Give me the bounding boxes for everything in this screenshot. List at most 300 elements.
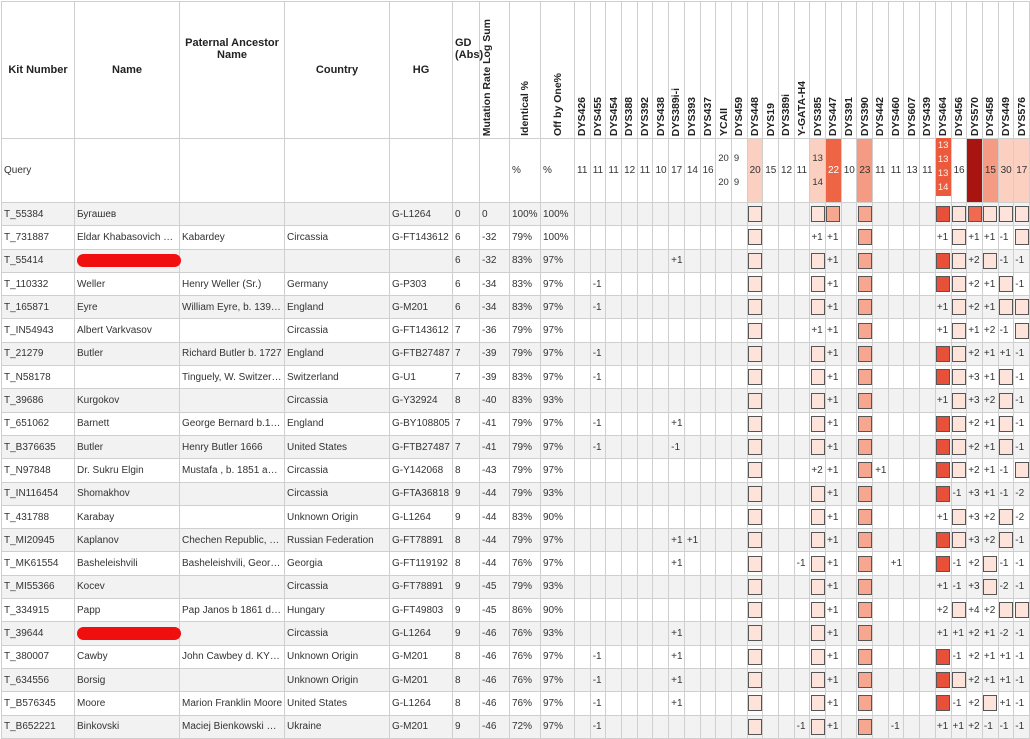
country-cell: United States xyxy=(285,435,390,458)
gd-cell: 6 xyxy=(453,249,480,272)
mutation-cell: -45 xyxy=(480,575,510,598)
header-marker-y-gata-h4[interactable]: Y-GATA-H4 xyxy=(794,2,810,139)
marker-cell-dys607 xyxy=(904,366,920,389)
header-paternal-ancestor[interactable]: Paternal Ancestor Name xyxy=(180,2,285,139)
marker-cell-dys449: +1 xyxy=(998,692,1014,715)
marker-cell-dys458: +1 xyxy=(982,412,998,435)
marker-cell-dys607 xyxy=(904,272,920,295)
header-marker-dys392[interactable]: DYS392 xyxy=(637,2,653,139)
marker-cell-dys393 xyxy=(684,482,700,505)
name-cell: Papp xyxy=(75,599,180,622)
header-marker-dys459[interactable]: DYS459 xyxy=(731,2,747,139)
hg-cell: G-FTB27487 xyxy=(390,435,453,458)
header-marker-dys570[interactable]: DYS570 xyxy=(967,2,983,139)
identical-cell: 76% xyxy=(510,692,541,715)
header-kit-number[interactable]: Kit Number xyxy=(2,2,75,139)
header-name[interactable]: Name xyxy=(75,2,180,139)
table-row[interactable] xyxy=(2,272,1030,295)
marker-cell-dys442 xyxy=(873,296,889,319)
gd-cell: 7 xyxy=(453,435,480,458)
marker-cell-dys454 xyxy=(606,249,622,272)
header-marker-dys454[interactable]: DYS454 xyxy=(606,2,622,139)
marker-cell-dys449: -1 xyxy=(998,715,1014,738)
header-marker-dys448[interactable]: DYS448 xyxy=(747,2,763,139)
marker-cell-dys388 xyxy=(622,715,638,738)
header-marker-ycaii[interactable]: YCAII xyxy=(716,2,732,139)
marker-cell-dys459 xyxy=(731,575,747,598)
marker-cell-dys426 xyxy=(575,529,591,552)
marker-cell-dys448 xyxy=(747,342,763,365)
marker-cell-dys459 xyxy=(731,645,747,668)
identical-cell: 79% xyxy=(510,529,541,552)
marker-cell-dys607 xyxy=(904,435,920,458)
header-marker-dys607[interactable]: DYS607 xyxy=(904,2,920,139)
name-cell: Kurgokov xyxy=(75,389,180,412)
marker-cell-dys389i-i xyxy=(669,272,685,295)
hg-cell: G-FT78891 xyxy=(390,529,453,552)
hg-cell: G-M201 xyxy=(390,715,453,738)
marker-cell-dys454 xyxy=(606,366,622,389)
marker-cell-dys447: +1 xyxy=(826,645,842,668)
marker-cell-dys454 xyxy=(606,622,622,645)
kit-cell: T_21279 xyxy=(2,342,75,365)
marker-cell-dys460 xyxy=(888,622,904,645)
query-value-dys442: 11 xyxy=(873,139,889,203)
marker-cell-dys390 xyxy=(857,575,873,598)
table-row[interactable] xyxy=(2,203,1030,226)
country-cell: England xyxy=(285,412,390,435)
marker-cell-ycaii xyxy=(716,412,732,435)
table-row[interactable] xyxy=(2,319,1030,342)
marker-cell-dys464: +1 xyxy=(935,226,951,249)
query-row xyxy=(2,139,1030,203)
identical-cell: 76% xyxy=(510,622,541,645)
marker-cell-dys438 xyxy=(653,645,669,668)
marker-cell-dys439 xyxy=(920,226,936,249)
country-cell: Circassia xyxy=(285,319,390,342)
table-row[interactable] xyxy=(2,412,1030,435)
country-cell: England xyxy=(285,296,390,319)
mutation-cell: -46 xyxy=(480,715,510,738)
marker-cell-dys458: +1 xyxy=(982,645,998,668)
marker-cell-dys391 xyxy=(841,622,857,645)
marker-cell-dys449 xyxy=(998,272,1014,295)
marker-cell-dys448 xyxy=(747,575,763,598)
country-cell: Unknown Origin xyxy=(285,668,390,691)
marker-cell-y-gata-h4: -1 xyxy=(794,552,810,575)
ancestor-cell xyxy=(180,249,285,272)
marker-cell-dys19 xyxy=(763,599,779,622)
offbyone-cell: 93% xyxy=(541,389,575,412)
identical-cell: 79% xyxy=(510,226,541,249)
header-marker-dys456[interactable]: DYS456 xyxy=(951,2,967,139)
marker-cell-dys389i xyxy=(778,668,794,691)
gd-cell: 6 xyxy=(453,296,480,319)
mutation-cell: -41 xyxy=(480,435,510,458)
marker-cell-ycaii xyxy=(716,203,732,226)
marker-shade-box xyxy=(858,346,872,362)
identical-cell: 79% xyxy=(510,459,541,482)
country-cell: Circassia xyxy=(285,482,390,505)
marker-cell-dys389i xyxy=(778,692,794,715)
table-row[interactable] xyxy=(2,552,1030,575)
header-hg[interactable]: HG xyxy=(390,2,453,139)
header-off-by-one[interactable]: Off by One% xyxy=(541,2,575,139)
marker-shade-box xyxy=(936,346,950,362)
identical-cell: 76% xyxy=(510,645,541,668)
marker-cell-dys447: +1 xyxy=(826,249,842,272)
identical-cell: 79% xyxy=(510,435,541,458)
query-value-dys389i-i: 17 xyxy=(669,139,685,203)
marker-cell-dys458: +1 xyxy=(982,459,998,482)
marker-cell-dys460 xyxy=(888,226,904,249)
marker-cell-dys458: +2 xyxy=(982,319,998,342)
header-mutation-rate[interactable]: Mutation Rate Log Sum xyxy=(480,2,510,139)
marker-cell-dys392 xyxy=(637,482,653,505)
marker-cell-dys570: +2 xyxy=(967,249,983,272)
marker-cell-dys448 xyxy=(747,249,763,272)
marker-cell-dys460 xyxy=(888,412,904,435)
header-marker-dys439[interactable]: DYS439 xyxy=(920,2,936,139)
marker-cell-dys19 xyxy=(763,319,779,342)
marker-cell-dys454 xyxy=(606,575,622,598)
query-value-dys385: 13 14 xyxy=(810,139,826,203)
kit-cell: T_39644 xyxy=(2,622,75,645)
gd-cell: 8 xyxy=(453,645,480,668)
header-marker-dys455[interactable]: DYS455 xyxy=(590,2,606,139)
marker-cell-dys607 xyxy=(904,552,920,575)
mutation-cell: -40 xyxy=(480,389,510,412)
marker-cell-ycaii xyxy=(716,249,732,272)
table-row[interactable] xyxy=(2,622,1030,645)
marker-cell-dys460: -1 xyxy=(888,715,904,738)
marker-cell-dys459 xyxy=(731,668,747,691)
marker-cell-dys460 xyxy=(888,575,904,598)
marker-cell-dys449 xyxy=(998,435,1014,458)
marker-shade-box xyxy=(936,556,950,572)
marker-shade-box xyxy=(952,369,966,385)
marker-cell-dys448 xyxy=(747,505,763,528)
marker-cell-dys576: -1 xyxy=(1014,575,1030,598)
table-row[interactable] xyxy=(2,645,1030,668)
offbyone-cell: 97% xyxy=(541,272,575,295)
table-row[interactable] xyxy=(2,389,1030,412)
marker-cell-dys437 xyxy=(700,226,716,249)
marker-cell-dys388 xyxy=(622,366,638,389)
query-value-dys576: 17 xyxy=(1014,139,1030,203)
header-marker-dys438[interactable]: DYS438 xyxy=(653,2,669,139)
marker-shade-box xyxy=(858,276,872,292)
marker-cell-dys426 xyxy=(575,296,591,319)
offbyone-cell: 97% xyxy=(541,715,575,738)
table-row[interactable] xyxy=(2,249,1030,272)
marker-cell-dys570 xyxy=(967,203,983,226)
marker-shade-box xyxy=(952,229,966,245)
mutation-cell: -34 xyxy=(480,296,510,319)
marker-cell-dys455: -1 xyxy=(590,366,606,389)
country-cell: Georgia xyxy=(285,552,390,575)
marker-shade-box xyxy=(952,672,966,688)
ancestor-cell: Tinguely, W. Switzer… xyxy=(180,366,285,389)
header-marker-dys464[interactable]: DYS464 xyxy=(935,2,951,139)
marker-cell-dys449 xyxy=(998,203,1014,226)
marker-cell-dys438 xyxy=(653,342,669,365)
marker-shade-box xyxy=(936,462,950,478)
marker-cell-dys391 xyxy=(841,505,857,528)
marker-cell-ycaii xyxy=(716,692,732,715)
header-marker-dys388[interactable]: DYS388 xyxy=(622,2,638,139)
table-row[interactable] xyxy=(2,529,1030,552)
marker-shade-box xyxy=(999,509,1013,525)
table-row[interactable] xyxy=(2,482,1030,505)
marker-cell-dys464: +1 xyxy=(935,715,951,738)
header-marker-dys458[interactable]: DYS458 xyxy=(982,2,998,139)
marker-shade-box xyxy=(811,299,825,315)
table-row[interactable] xyxy=(2,366,1030,389)
marker-cell-dys454 xyxy=(606,715,622,738)
marker-cell-dys438 xyxy=(653,435,669,458)
marker-shade-box xyxy=(811,439,825,455)
identical-cell: 83% xyxy=(510,366,541,389)
marker-cell-dys607 xyxy=(904,389,920,412)
marker-cell-dys464 xyxy=(935,645,951,668)
marker-cell-dys456: +1 xyxy=(951,715,967,738)
marker-shade-box xyxy=(748,556,762,572)
marker-cell-dys442 xyxy=(873,505,889,528)
hg-cell xyxy=(390,249,453,272)
marker-cell-dys607 xyxy=(904,203,920,226)
hg-cell: G-Y142068 xyxy=(390,459,453,482)
marker-cell-y-gata-h4 xyxy=(794,319,810,342)
table-row[interactable] xyxy=(2,575,1030,598)
marker-cell-dys459 xyxy=(731,342,747,365)
marker-cell-dys19 xyxy=(763,296,779,319)
marker-shade-box xyxy=(858,229,872,245)
marker-cell-dys392 xyxy=(637,389,653,412)
hg-cell: G-Y32924 xyxy=(390,389,453,412)
marker-cell-dys438 xyxy=(653,203,669,226)
header-marker-dys385[interactable]: DYS385 xyxy=(810,2,826,139)
marker-shade-box xyxy=(748,462,762,478)
header-marker-dys389i[interactable]: DYS389i xyxy=(778,2,794,139)
marker-cell-dys447: +1 xyxy=(826,692,842,715)
marker-cell-dys391 xyxy=(841,482,857,505)
header-marker-dys19[interactable]: DYS19 xyxy=(763,2,779,139)
header-marker-dys389i-i[interactable]: DYS389i-i xyxy=(669,2,685,139)
marker-cell-dys459 xyxy=(731,272,747,295)
marker-cell-dys459 xyxy=(731,552,747,575)
header-marker-dys447[interactable]: DYS447 xyxy=(826,2,842,139)
header-marker-dys449[interactable]: DYS449 xyxy=(998,2,1014,139)
marker-cell-dys607 xyxy=(904,412,920,435)
marker-cell-dys388 xyxy=(622,482,638,505)
marker-cell-dys455 xyxy=(590,249,606,272)
marker-cell-dys455 xyxy=(590,226,606,249)
marker-cell-dys454 xyxy=(606,459,622,482)
marker-cell-dys437 xyxy=(700,296,716,319)
marker-cell-dys19 xyxy=(763,575,779,598)
header-marker-dys426[interactable]: DYS426 xyxy=(575,2,591,139)
ancestor-cell: William Eyre, b. 139… xyxy=(180,296,285,319)
marker-shade-box xyxy=(748,253,762,269)
marker-cell-dys454 xyxy=(606,412,622,435)
marker-cell-dys607 xyxy=(904,342,920,365)
marker-cell-dys389i-i xyxy=(669,203,685,226)
marker-cell-dys390 xyxy=(857,272,873,295)
marker-cell-dys448 xyxy=(747,622,763,645)
header-marker-dys391[interactable]: DYS391 xyxy=(841,2,857,139)
marker-shade-box xyxy=(811,393,825,409)
marker-cell-dys607 xyxy=(904,529,920,552)
query-value-dys391: 10 xyxy=(841,139,857,203)
hg-cell: G-BY108805 xyxy=(390,412,453,435)
marker-cell-dys391 xyxy=(841,366,857,389)
kit-cell: T_MI20945 xyxy=(2,529,75,552)
marker-shade-box xyxy=(811,276,825,292)
table-row[interactable] xyxy=(2,296,1030,319)
header-marker-dys460[interactable]: DYS460 xyxy=(888,2,904,139)
marker-cell-dys576: -1 xyxy=(1014,272,1030,295)
marker-cell-dys576: -1 xyxy=(1014,715,1030,738)
header-identical[interactable]: Identical % xyxy=(510,2,541,139)
offbyone-cell: 97% xyxy=(541,342,575,365)
marker-cell-dys389i-i: +1 xyxy=(669,668,685,691)
table-row[interactable] xyxy=(2,342,1030,365)
marker-cell-dys426 xyxy=(575,342,591,365)
table-row[interactable] xyxy=(2,715,1030,738)
marker-cell-dys576: -1 xyxy=(1014,389,1030,412)
marker-shade-box xyxy=(748,695,762,711)
header-marker-dys437[interactable]: DYS437 xyxy=(700,2,716,139)
marker-cell-dys442 xyxy=(873,715,889,738)
marker-cell-dys391 xyxy=(841,599,857,622)
query-value-dys449: 30 xyxy=(998,139,1014,203)
marker-shade-box xyxy=(983,695,997,711)
kit-cell: T_B376635 xyxy=(2,435,75,458)
table-row[interactable] xyxy=(2,668,1030,691)
table-row[interactable] xyxy=(2,599,1030,622)
marker-cell-dys393 xyxy=(684,715,700,738)
marker-cell-dys447: +1 xyxy=(826,366,842,389)
offbyone-cell: 100% xyxy=(541,203,575,226)
marker-cell-dys385 xyxy=(810,296,826,319)
marker-cell-dys454 xyxy=(606,529,622,552)
marker-cell-dys464 xyxy=(935,249,951,272)
marker-cell-dys426 xyxy=(575,272,591,295)
marker-cell-dys570: +1 xyxy=(967,226,983,249)
marker-cell-dys576: -2 xyxy=(1014,505,1030,528)
marker-cell-dys426 xyxy=(575,482,591,505)
marker-cell-dys391 xyxy=(841,575,857,598)
marker-cell-dys389i-i xyxy=(669,389,685,412)
hg-cell: G-FT49803 xyxy=(390,599,453,622)
marker-cell-dys438 xyxy=(653,505,669,528)
marker-cell-y-gata-h4 xyxy=(794,249,810,272)
marker-cell-dys448 xyxy=(747,389,763,412)
marker-shade-box xyxy=(811,672,825,688)
table-row[interactable] xyxy=(2,505,1030,528)
marker-cell-dys439 xyxy=(920,272,936,295)
marker-cell-dys458 xyxy=(982,692,998,715)
ancestor-cell: Richard Butler b. 1727 xyxy=(180,342,285,365)
header-marker-dys393[interactable]: DYS393 xyxy=(684,2,700,139)
header-marker-dys576[interactable]: DYS576 xyxy=(1014,2,1030,139)
marker-cell-dys458: +2 xyxy=(982,599,998,622)
country-cell: United States xyxy=(285,692,390,715)
name-cell: Albert Varkvasov xyxy=(75,319,180,342)
kit-cell: T_IN116454 xyxy=(2,482,75,505)
marker-cell-dys607 xyxy=(904,249,920,272)
marker-cell-ycaii xyxy=(716,529,732,552)
marker-cell-dys460 xyxy=(888,296,904,319)
marker-cell-dys448 xyxy=(747,552,763,575)
table-row[interactable] xyxy=(2,226,1030,249)
ancestor-cell: Pap Janos b 1861 d… xyxy=(180,599,285,622)
table-row[interactable] xyxy=(2,459,1030,482)
marker-cell-dys426 xyxy=(575,668,591,691)
marker-cell-dys458: +1 xyxy=(982,272,998,295)
marker-cell-dys447: +1 xyxy=(826,575,842,598)
mutation-cell: -41 xyxy=(480,412,510,435)
marker-shade-box xyxy=(748,649,762,665)
mutation-cell: 0 xyxy=(480,203,510,226)
marker-cell-y-gata-h4 xyxy=(794,645,810,668)
marker-cell-dys448 xyxy=(747,668,763,691)
marker-cell-dys456 xyxy=(951,435,967,458)
marker-cell-y-gata-h4: -1 xyxy=(794,715,810,738)
marker-cell-ycaii xyxy=(716,389,732,412)
marker-cell-dys458 xyxy=(982,552,998,575)
marker-cell-dys460 xyxy=(888,599,904,622)
marker-cell-dys570: +3 xyxy=(967,482,983,505)
header-gd[interactable]: GD (Abs) xyxy=(453,2,480,139)
marker-cell-dys447: +1 xyxy=(826,435,842,458)
marker-cell-dys426 xyxy=(575,715,591,738)
marker-cell-dys607 xyxy=(904,622,920,645)
marker-cell-dys437 xyxy=(700,203,716,226)
marker-cell-dys455 xyxy=(590,575,606,598)
gd-cell: 9 xyxy=(453,505,480,528)
marker-cell-dys438 xyxy=(653,366,669,389)
query-identical: % xyxy=(510,139,541,203)
identical-cell: 79% xyxy=(510,319,541,342)
marker-cell-dys385 xyxy=(810,692,826,715)
table-row[interactable] xyxy=(2,435,1030,458)
header-marker-dys390[interactable]: DYS390 xyxy=(857,2,873,139)
name-cell: Moore xyxy=(75,692,180,715)
name-cell: Barnett xyxy=(75,412,180,435)
marker-cell-dys448 xyxy=(747,296,763,319)
marker-cell-dys576: -1 xyxy=(1014,412,1030,435)
table-row[interactable] xyxy=(2,692,1030,715)
marker-shade-box xyxy=(936,276,950,292)
marker-shade-box xyxy=(952,276,966,292)
marker-cell-dys449: -1 xyxy=(998,319,1014,342)
marker-cell-dys389i-i: +1 xyxy=(669,622,685,645)
marker-cell-dys389i-i xyxy=(669,319,685,342)
country-cell: Unknown Origin xyxy=(285,645,390,668)
header-country[interactable]: Country xyxy=(285,2,390,139)
marker-cell-dys392 xyxy=(637,529,653,552)
marker-cell-dys456 xyxy=(951,389,967,412)
marker-cell-dys456 xyxy=(951,366,967,389)
marker-cell-dys455 xyxy=(590,529,606,552)
header-marker-dys442[interactable]: DYS442 xyxy=(873,2,889,139)
marker-cell-dys607 xyxy=(904,459,920,482)
marker-cell-dys459 xyxy=(731,319,747,342)
marker-cell-dys439 xyxy=(920,575,936,598)
marker-cell-y-gata-h4 xyxy=(794,482,810,505)
